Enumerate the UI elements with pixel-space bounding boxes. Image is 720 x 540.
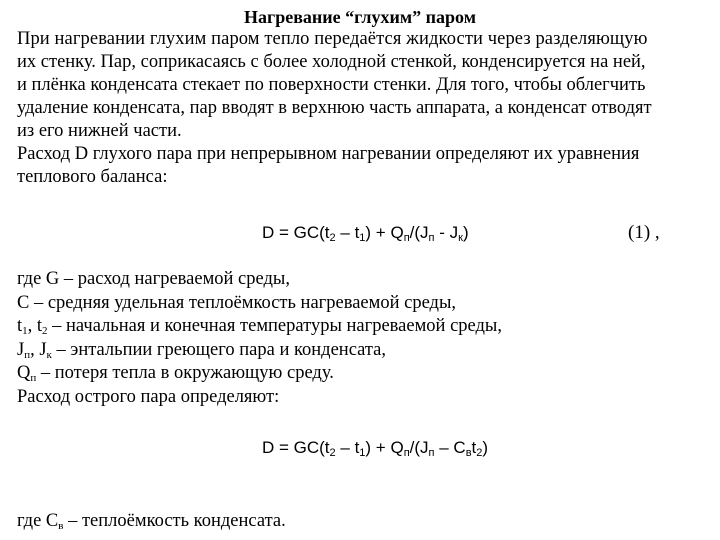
definition-cv: где $C_в$ – теплоёмкость конденсата.: [17, 511, 286, 532]
intro-line: теплового баланса:: [17, 167, 168, 187]
intro-line: удаление конденсата, пар вводят в верхнюю часть аппарата, а конденсат отводят: [17, 98, 652, 118]
definition-c: С – средняя удельная теплоёмкость нагреваемой среды,: [17, 292, 457, 313]
intro-line: их стенку. Пар, соприкасаясь с более холодной стенкой, конденсируется на ней,: [17, 52, 646, 72]
definition-j: $J_п$, $J_к$ – энтальпии греющего пара и конденсата,: [17, 339, 387, 361]
footer-definition: [17, 510, 707, 534]
intro-paragraph: [17, 28, 707, 189]
definition-t: $t_1$, $t_2$ – начальная и конечная температуры нагреваемой среды,: [17, 316, 502, 337]
equation-number: (1) ,: [628, 222, 660, 243]
sharp-steam-heading: Расход острого пара определяют:: [17, 386, 280, 407]
sharp-steam-formula: $D = GC(t_2 - t_1) + Q_п/(J_п - C_вt_2)$: [262, 438, 489, 459]
definitions-list: [17, 268, 707, 409]
intro-line: и плёнка конденсата стекает по поверхности стенки. Для того, чтобы облегчить: [17, 75, 646, 95]
intro-line: из его нижней части.: [17, 121, 182, 141]
intro-line: Расход D глухого пара при непрерывном нагревании определяют их уравнения: [17, 144, 640, 164]
definition-g: где G – расход нагреваемой среды,: [17, 269, 290, 289]
definition-q: $Q_п$ – потеря тепла в окружающую среду.: [17, 363, 334, 384]
heat-balance-formula: $D = GC(t_2 - t_1) + Q_п/(J_п - J_к)$: [262, 223, 469, 244]
document-title: Нагревание “глухим” паром: [244, 7, 476, 27]
intro-line: При нагревании глухим паром тепло передаётся жидкости через разделяющую: [17, 29, 648, 49]
